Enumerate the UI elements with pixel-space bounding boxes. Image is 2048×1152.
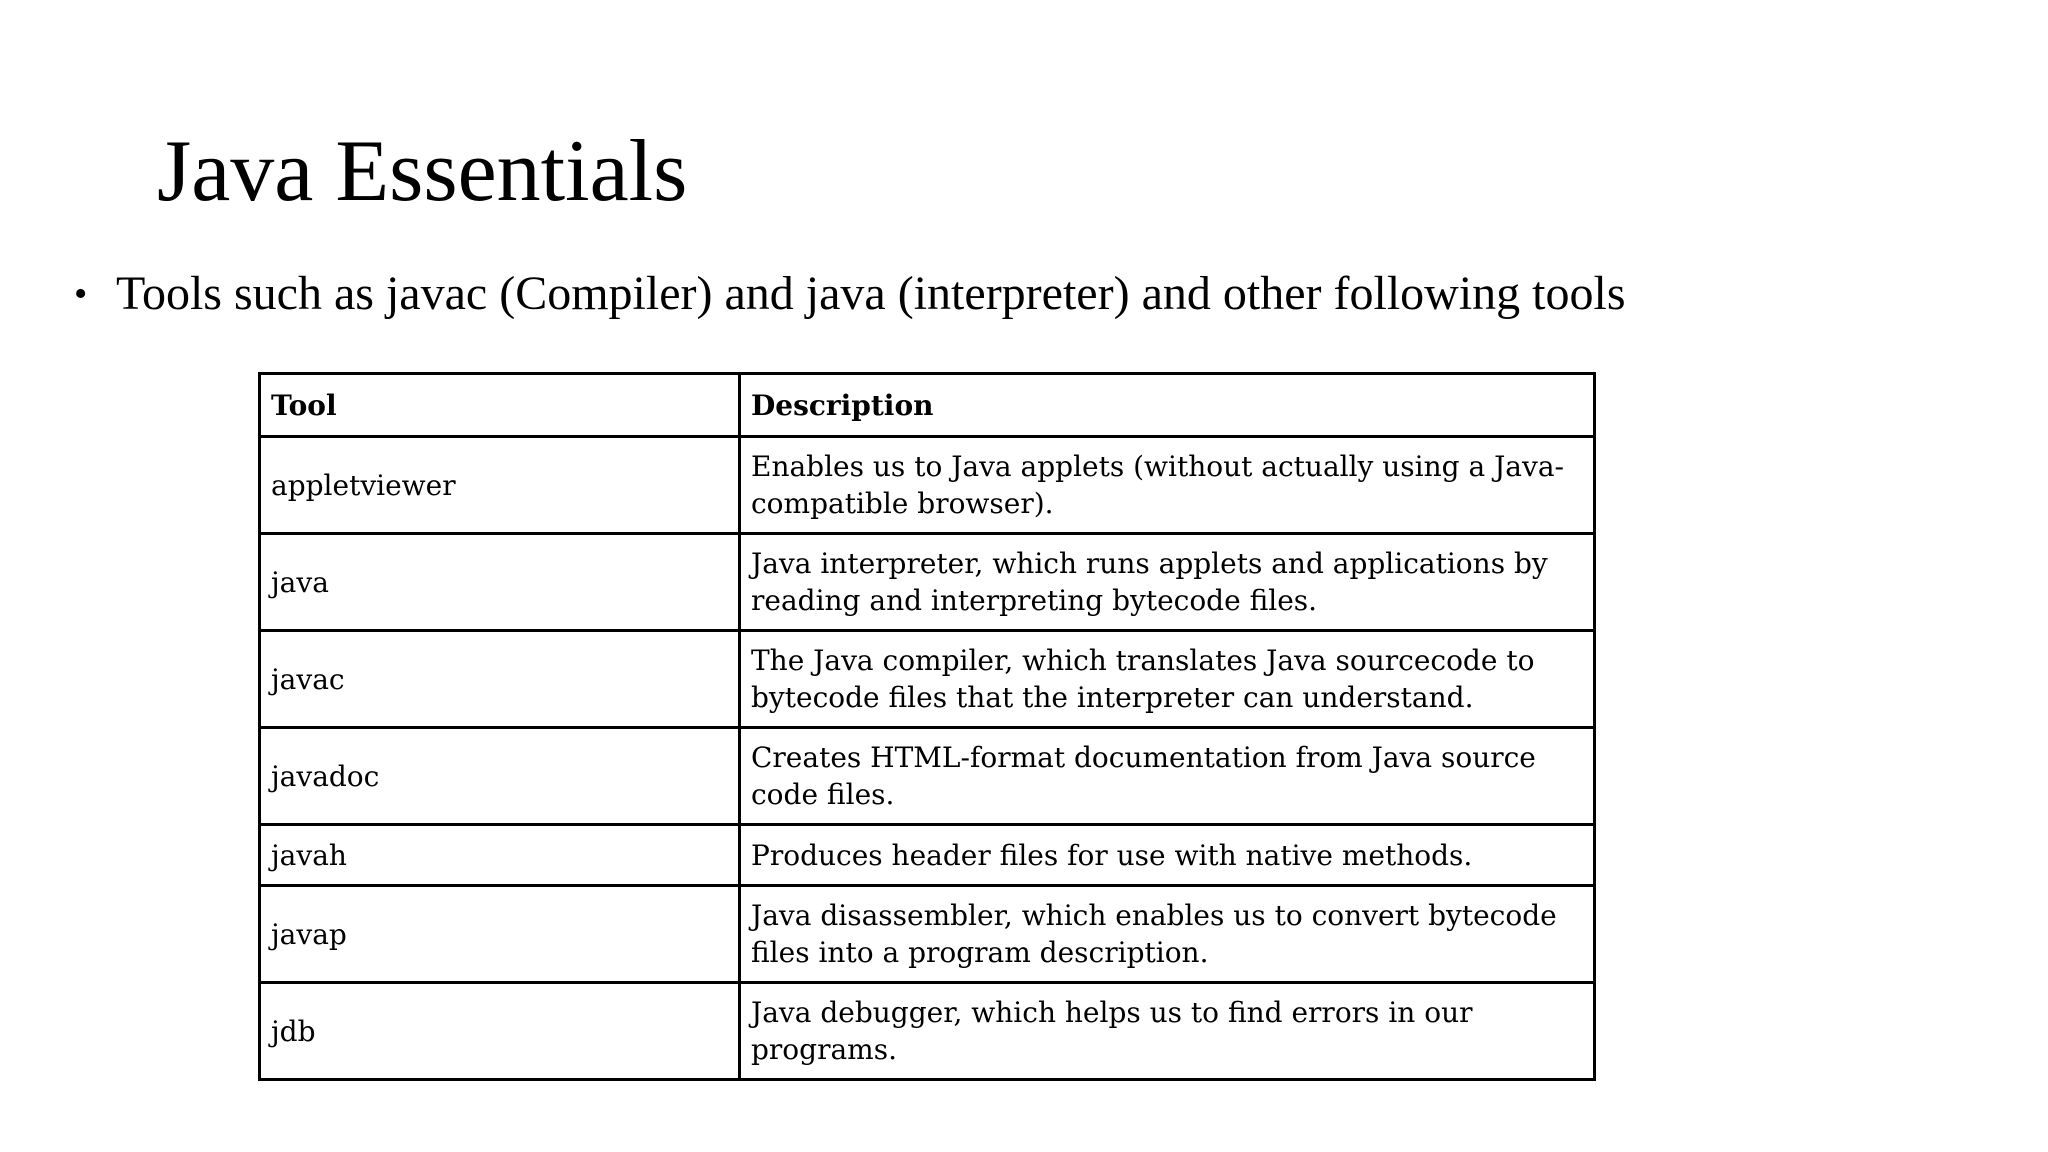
table-row (260, 825, 1595, 886)
tool-description: Enables us to Java applets (without actually using a Java-compatible browser). (740, 437, 1595, 534)
tool-name: javac (260, 631, 740, 728)
table-row (260, 983, 1595, 1080)
slide-title: Java Essentials (157, 123, 688, 220)
header-tool: Tool (260, 374, 740, 437)
tool-name: javap (260, 886, 740, 983)
tool-name: jdb (260, 983, 740, 1080)
tool-description: The Java compiler, which translates Java sourcecode to bytecode files that the interpreter can understand. (740, 631, 1595, 728)
table-row (260, 631, 1595, 728)
tool-description: Creates HTML-format documentation from Java source code files. (740, 728, 1595, 825)
bullet-icon: • (74, 273, 88, 315)
bullet-point (74, 264, 1626, 324)
tool-name: appletviewer (260, 437, 740, 534)
tool-name: java (260, 534, 740, 631)
tool-description: Java disassembler, which enables us to convert bytecode files into a program description. (740, 886, 1595, 983)
table-row (260, 728, 1595, 825)
tool-description: Java debugger, which helps us to find errors in our programs. (740, 983, 1595, 1080)
tool-name: javadoc (260, 728, 740, 825)
tool-description: Java interpreter, which runs applets and applications by reading and interpreting bytecode files. (740, 534, 1595, 631)
bullet-text: Tools such as javac (Compiler) and java (interpreter) and other following tools (116, 267, 1626, 320)
table-row (260, 534, 1595, 631)
tools-table (258, 372, 1596, 1081)
table-row (260, 886, 1595, 983)
table-header-row (260, 374, 1595, 437)
tool-name: javah (260, 825, 740, 886)
tool-description: Produces header files for use with native methods. (740, 825, 1595, 886)
table-row (260, 437, 1595, 534)
header-description: Description (740, 374, 1595, 437)
